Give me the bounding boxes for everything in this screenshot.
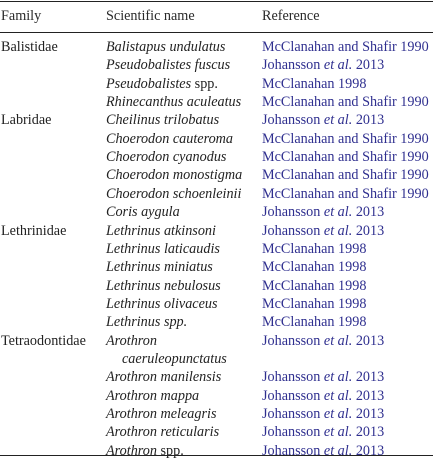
header-reference: Reference	[262, 8, 320, 24]
reference-link[interactable]	[262, 75, 366, 93]
scientific-name-cell	[106, 295, 218, 313]
table-header-rule	[0, 32, 433, 33]
reference-author: Johansson	[262, 112, 324, 129]
reference-link[interactable]	[262, 93, 429, 111]
reference-author: McClanahan 1998	[262, 240, 367, 257]
reference-link[interactable]	[262, 405, 384, 423]
reference-et-al: et al.	[323, 222, 353, 239]
scientific-name-cell	[106, 166, 242, 184]
reference-author: McClanahan and Shafir 1990	[262, 94, 429, 111]
reference-year: 2013	[352, 204, 385, 221]
species-name: Arothron manilensis	[106, 369, 222, 386]
reference-author: McClanahan 1998	[262, 259, 367, 276]
reference-author: McClanahan and Shafir 1990	[262, 167, 429, 184]
species-name: Rhinecanthus aculeatus	[106, 94, 242, 111]
family-cell: Labridae	[1, 112, 52, 129]
species-name: Balistapus undulatus	[106, 39, 226, 55]
reference-author: Johansson	[262, 332, 324, 349]
scientific-name-cell	[106, 277, 221, 295]
reference-link[interactable]	[262, 185, 429, 203]
reference-author: Johansson	[262, 57, 324, 74]
reference-year: 2013	[352, 222, 385, 239]
reference-link[interactable]	[262, 222, 384, 240]
species-name: Lethrinus laticaudis	[106, 240, 220, 257]
species-name: Choerodon schoenleinii	[106, 185, 242, 202]
reference-link[interactable]	[262, 166, 429, 184]
reference-link[interactable]	[262, 56, 384, 74]
scientific-name-cell	[106, 313, 187, 331]
species-name: Lethrinus miniatus	[106, 259, 213, 276]
reference-author: McClanahan 1998	[262, 295, 367, 312]
reference-author: Johansson	[262, 406, 324, 422]
reference-author: McClanahan and Shafir 1990	[262, 185, 429, 202]
reference-et-al: et al.	[323, 369, 353, 386]
species-name: Lethrinus spp.	[106, 314, 188, 331]
reference-author: Johansson	[262, 204, 324, 221]
reference-author: McClanahan 1998	[262, 277, 367, 294]
reference-link[interactable]	[262, 258, 366, 276]
table-bottom-rule	[0, 455, 433, 456]
species-name: Choerodon cauteroma	[106, 130, 234, 147]
reference-author: McClanahan and Shafir 1990	[262, 39, 429, 55]
species-name: Arothron	[106, 442, 157, 459]
species-name: Coris aygula	[106, 204, 180, 221]
scientific-name-cell	[106, 93, 241, 111]
header-scientific-name: Scientific name	[106, 8, 195, 24]
scientific-name-cell	[106, 203, 180, 221]
scientific-name-cell	[106, 111, 219, 129]
scientific-name-cell	[106, 130, 233, 148]
reference-et-al: et al.	[323, 204, 353, 221]
species-name: Choerodon monostigma	[106, 167, 243, 184]
scientific-name-cell	[106, 368, 221, 386]
scientific-name-cell	[122, 350, 227, 368]
reference-year: 2013	[352, 424, 385, 441]
scientific-name-cell	[106, 222, 216, 240]
reference-link[interactable]	[262, 332, 384, 350]
species-suffix: spp.	[156, 442, 184, 459]
scientific-name-cell	[106, 148, 226, 166]
reference-link[interactable]	[262, 313, 366, 331]
reference-link[interactable]	[262, 295, 366, 313]
reference-link[interactable]	[262, 130, 429, 148]
species-name: Arothron reticularis	[106, 424, 220, 441]
reference-year: 2013	[352, 332, 385, 349]
species-name: Arothron meleagris	[106, 406, 217, 422]
reference-year: 2013	[352, 442, 385, 459]
species-name: Arothron mappa	[106, 387, 200, 404]
reference-link[interactable]	[262, 111, 384, 129]
reference-author: McClanahan 1998	[262, 314, 367, 331]
scientific-name-cell	[106, 240, 220, 258]
scientific-name-cell	[106, 75, 218, 93]
reference-et-al: et al.	[323, 332, 353, 349]
reference-year: 2013	[352, 387, 385, 404]
scientific-name-cell	[106, 56, 230, 74]
reference-link[interactable]	[262, 368, 384, 386]
reference-author: Johansson	[262, 387, 324, 404]
species-name: Arothron	[106, 332, 157, 349]
reference-author: Johansson	[262, 442, 324, 459]
header-family: Family	[1, 8, 42, 24]
scientific-name-cell	[106, 387, 199, 405]
reference-year: 2013	[352, 406, 385, 422]
reference-et-al: et al.	[323, 387, 353, 404]
species-name: Lethrinus olivaceus	[106, 295, 218, 312]
scientific-name-cell	[106, 423, 219, 441]
reference-link[interactable]	[262, 148, 429, 166]
reference-year: 2013	[352, 112, 385, 129]
reference-year: 2013	[352, 57, 385, 74]
species-suffix: spp.	[191, 75, 218, 92]
species-name: Cheilinus trilobatus	[106, 112, 220, 129]
family-cell: Balistidae	[1, 39, 58, 55]
species-name: Lethrinus atkinsoni	[106, 222, 216, 239]
species-name: Pseudobalistes fuscus	[106, 57, 231, 74]
reference-author: McClanahan and Shafir 1990	[262, 149, 429, 166]
scientific-name-cell	[106, 185, 241, 203]
reference-link[interactable]	[262, 277, 366, 295]
reference-et-al: et al.	[323, 424, 353, 441]
reference-et-al: et al.	[323, 57, 353, 74]
reference-et-al: et al.	[323, 406, 353, 422]
scientific-name-cell	[106, 38, 225, 56]
reference-link[interactable]	[262, 387, 384, 405]
reference-author: Johansson	[262, 424, 324, 441]
scientific-name-cell	[106, 405, 216, 423]
table-top-rule	[0, 1, 433, 2]
reference-link[interactable]	[262, 423, 384, 441]
reference-et-al: et al.	[323, 442, 353, 459]
species-name: caeruleopunctatus	[122, 350, 227, 367]
reference-author: McClanahan 1998	[262, 75, 367, 92]
scientific-name-cell	[106, 332, 157, 350]
reference-et-al: et al.	[323, 112, 353, 129]
reference-author: Johansson	[262, 369, 324, 386]
reference-author: Johansson	[262, 222, 324, 239]
reference-link[interactable]	[262, 38, 429, 56]
reference-year: 2013	[352, 369, 385, 386]
species-name: Choerodon cyanodus	[106, 149, 227, 166]
species-name: Lethrinus nebulosus	[106, 277, 221, 294]
family-cell: Tetraodontidae	[1, 332, 86, 349]
reference-link[interactable]	[262, 203, 384, 221]
reference-author: McClanahan and Shafir 1990	[262, 130, 429, 147]
scientific-name-cell	[106, 258, 213, 276]
reference-link[interactable]	[262, 240, 366, 258]
family-cell: Lethrinidae	[1, 222, 67, 239]
species-name: Pseudobalistes	[106, 75, 192, 92]
